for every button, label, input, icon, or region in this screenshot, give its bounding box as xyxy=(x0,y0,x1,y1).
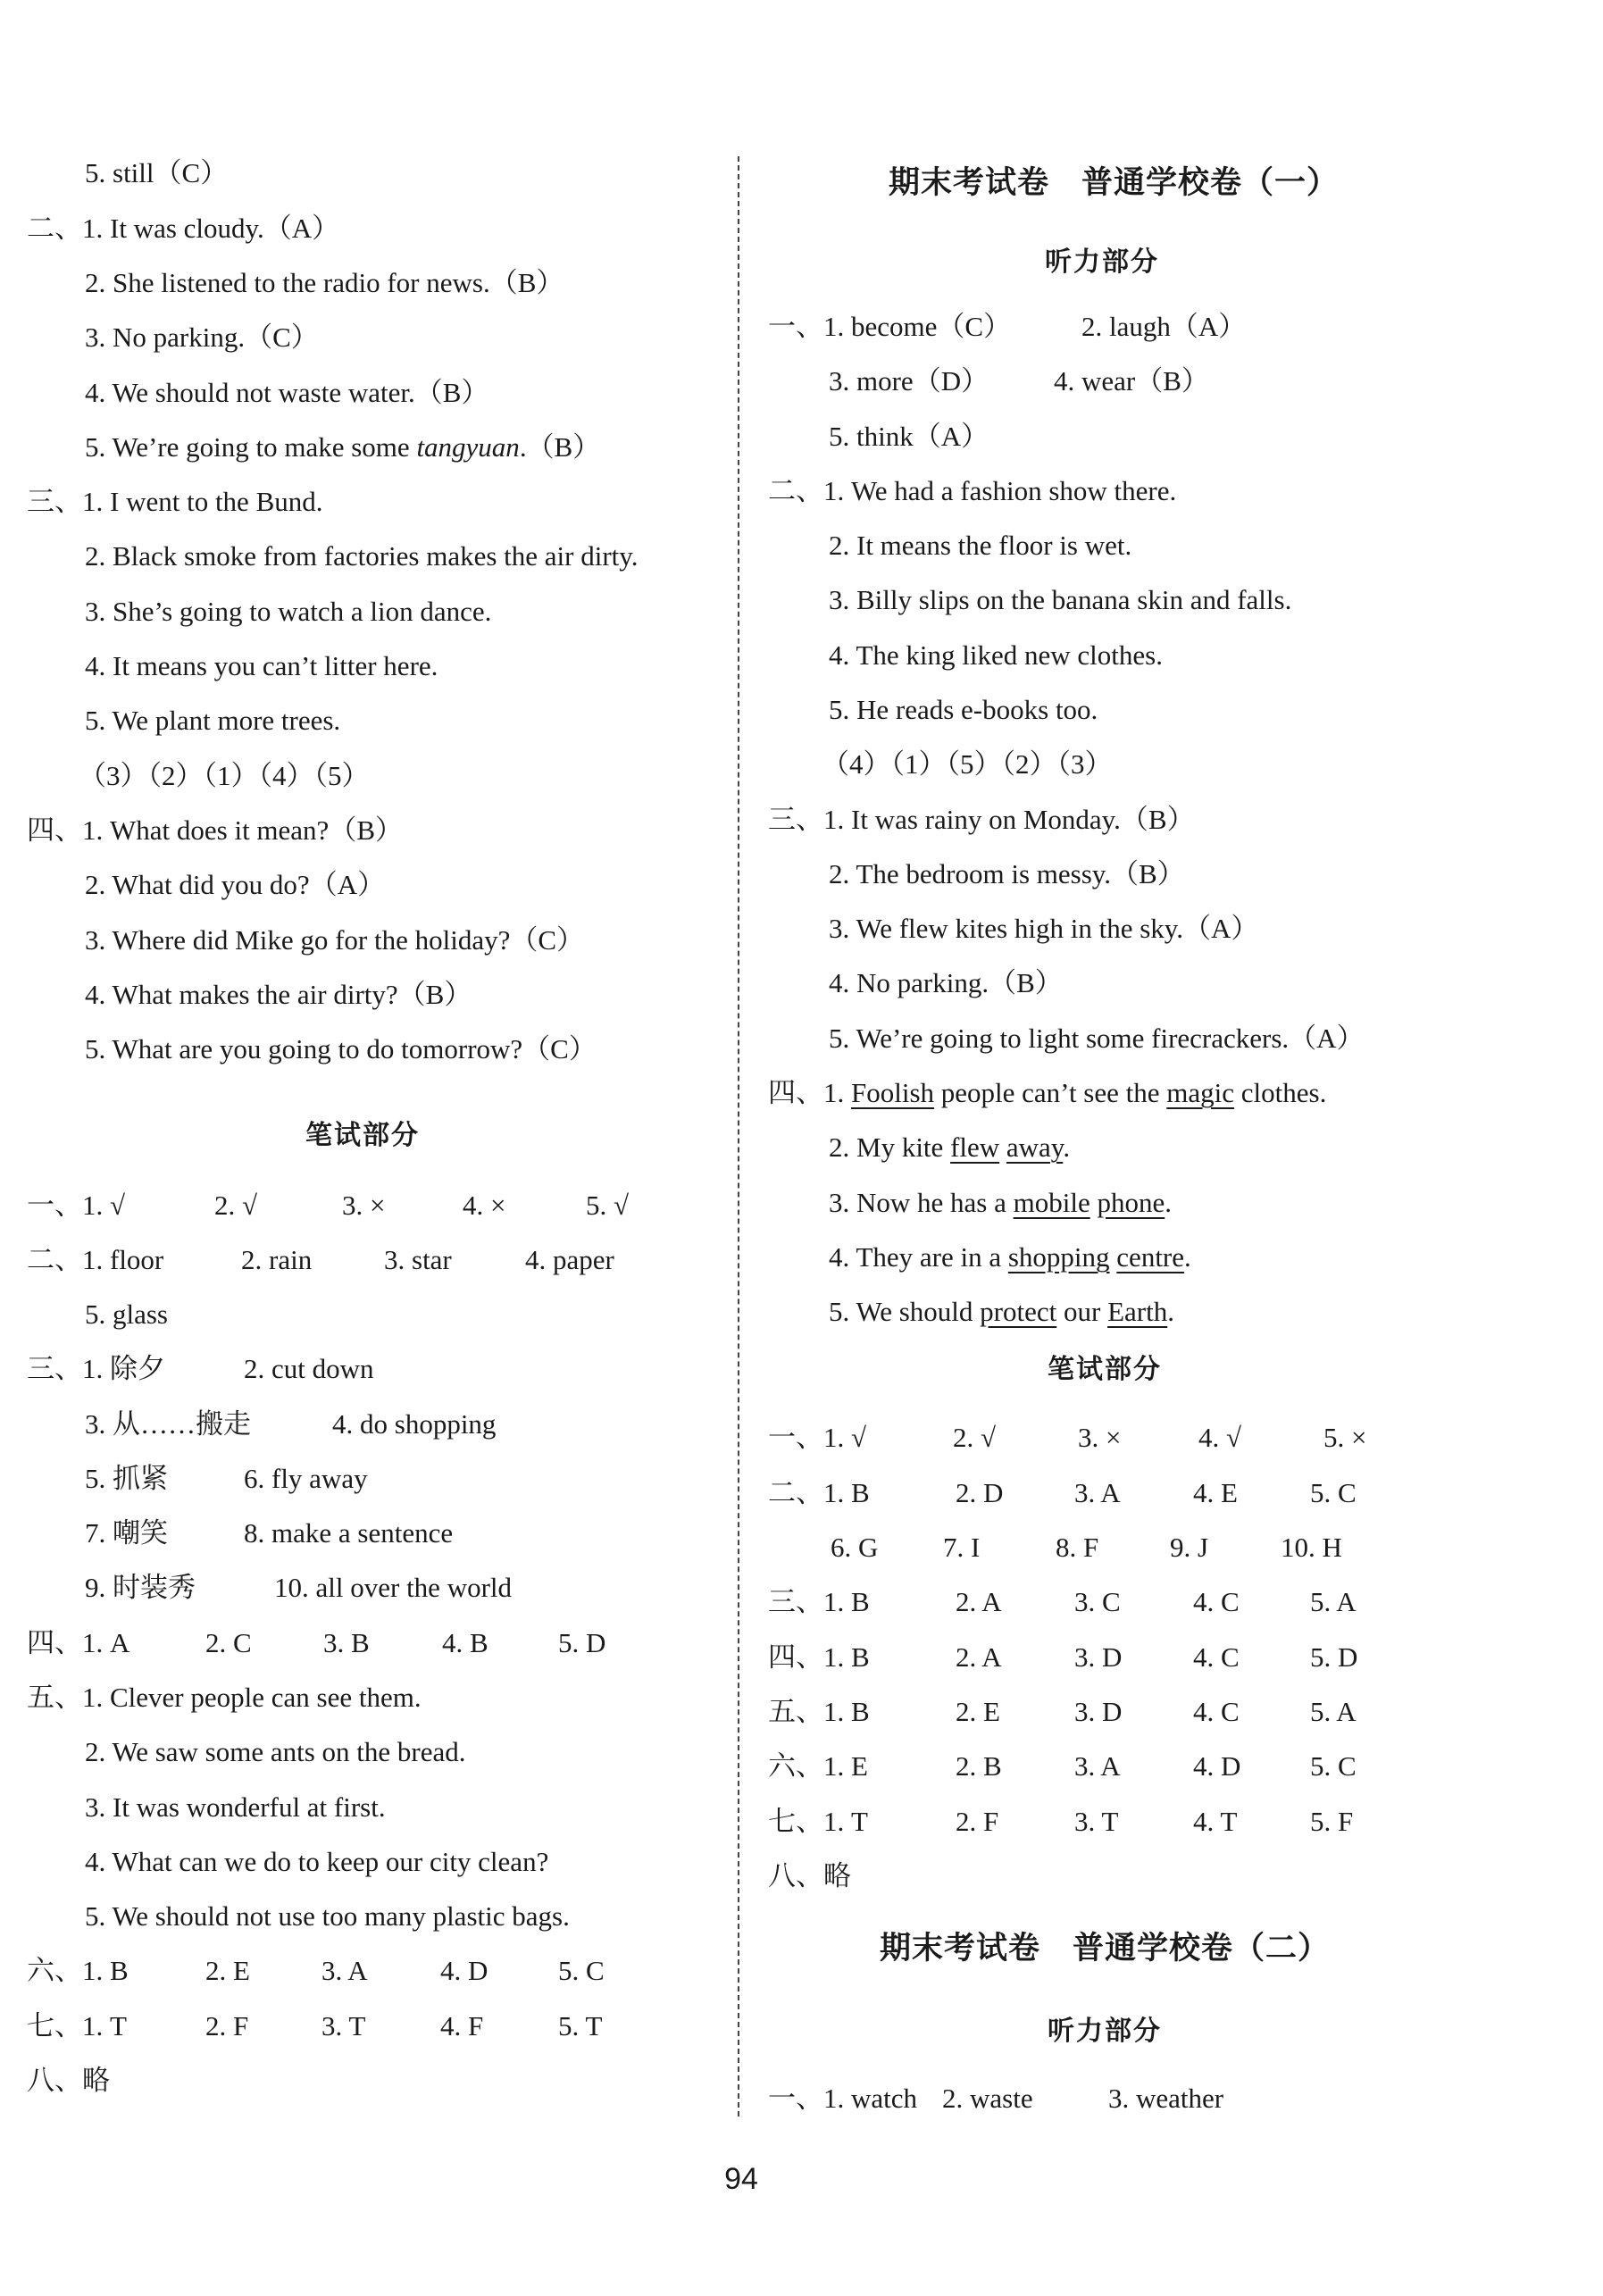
answer-line: 3. Where did Mike go for the holiday?（C） xyxy=(85,924,585,956)
underlined-word: flew xyxy=(950,1131,1000,1163)
answer-cell: 三、1. 除夕 xyxy=(27,1353,165,1384)
answer-cell: 5. 抓紧 xyxy=(85,1463,168,1494)
answer-cell: 五、1. B xyxy=(768,1696,870,1727)
answer-cell: 六、1. B xyxy=(27,1955,129,1986)
answer-row xyxy=(768,309,1246,345)
answer-line: 3. She’s going to watch a lion dance. xyxy=(85,596,492,627)
answer-row xyxy=(768,1640,1357,1675)
answer-cell: 5. D xyxy=(1310,1641,1358,1673)
answer-cell: 三、1. B xyxy=(768,1586,870,1617)
answer-line: 4. The king liked new clothes. xyxy=(829,639,1163,671)
answer-line: 5. glass xyxy=(85,1298,168,1330)
answer-line: 5. We’re going to light some firecrackers.（A） xyxy=(829,1023,1365,1054)
answer-row xyxy=(768,1475,1357,1511)
page-number: 94 xyxy=(724,2162,758,2196)
answer-row xyxy=(27,1242,614,1278)
answer-cell: 2. waste xyxy=(942,2083,1033,2114)
answer-cell: 8. F xyxy=(1056,1532,1099,1563)
underlined-word: shopping xyxy=(1007,1241,1110,1273)
answer-line: 2. What did you do?（A） xyxy=(85,869,386,900)
answer-cell: 2. A xyxy=(956,1586,1002,1617)
italic-word: tangyuan xyxy=(416,431,520,463)
answer-cell: 3. A xyxy=(1074,1750,1121,1782)
answer-cell: 4. D xyxy=(440,1955,488,1986)
answer-cell: 3. D xyxy=(1074,1641,1123,1673)
answer-cell: 5. D xyxy=(558,1627,606,1658)
answer-row xyxy=(27,2008,602,2044)
answer-cell: 4. √ xyxy=(1198,1422,1242,1453)
answer-cell: 一、1. become（C） xyxy=(768,311,1012,342)
answer-row xyxy=(768,1584,1357,1620)
answer-line xyxy=(829,1294,1174,1330)
answer-cell: 6. G xyxy=(831,1532,879,1563)
answer-cell: 8. make a sentence xyxy=(244,1517,454,1549)
answer-cell: 二、1. B xyxy=(768,1477,870,1508)
answer-line: 5. think（A） xyxy=(829,421,989,452)
paper-title: 期末考试卷 普通学校卷（二） xyxy=(880,1931,1331,1966)
answer-cell: 2. √ xyxy=(214,1190,258,1221)
answer-cell: 一、1. √ xyxy=(27,1190,126,1221)
answer-cell: 9. 时装秀 xyxy=(85,1572,196,1603)
answer-cell: 6. fly away xyxy=(244,1463,368,1494)
answer-cell: 4. T xyxy=(1193,1806,1238,1837)
answer-line: 3. It was wonderful at first. xyxy=(85,1791,386,1823)
answer-cell: 二、1. floor xyxy=(27,1244,164,1275)
answer-cell: 3. C xyxy=(1074,1586,1121,1617)
answer-cell: 一、1. √ xyxy=(768,1422,867,1453)
answer-line: 三、1. I went to the Bund. xyxy=(27,486,323,517)
answer-cell: 4. paper xyxy=(525,1244,614,1275)
underlined-word: mobile xyxy=(1013,1187,1090,1218)
underlined-word: centre xyxy=(1116,1241,1185,1273)
answer-cell: 3. × xyxy=(1078,1422,1122,1453)
answer-line: 4. What can we do to keep our city clean? xyxy=(85,1846,549,1877)
answer-line xyxy=(768,1075,1326,1111)
answer-row xyxy=(768,1804,1353,1840)
answer-cell: 4. F xyxy=(440,2010,484,2041)
answer-cell: 5. A xyxy=(1310,1586,1357,1617)
text-part: people can’t see the xyxy=(934,1077,1167,1108)
answer-cell: 3. A xyxy=(1074,1477,1121,1508)
answer-cell: 七、1. T xyxy=(768,1806,868,1837)
answer-row xyxy=(85,1407,496,1442)
answer-cell: 2. E xyxy=(956,1696,1000,1727)
answer-row xyxy=(27,1351,374,1387)
answer-line xyxy=(85,430,600,465)
answer-line: 4. We should not waste water.（B） xyxy=(85,377,489,408)
text-part: 4. They are in a xyxy=(829,1241,1008,1273)
answer-line: 二、1. We had a fashion show there. xyxy=(768,475,1177,506)
answer-cell: 4. × xyxy=(463,1190,506,1221)
answer-cell: 5. T xyxy=(558,2010,603,2041)
section-heading-listening: 听力部分 xyxy=(1045,246,1159,278)
answer-line: 八、略 xyxy=(27,2065,110,2096)
underlined-word: away xyxy=(1006,1131,1064,1163)
answer-line: 八、略 xyxy=(768,1860,851,1891)
answer-row xyxy=(27,1188,629,1223)
answer-cell: 10. all over the world xyxy=(274,1572,513,1603)
text-part: . xyxy=(1165,1187,1172,1218)
answer-line: 2. She listened to the radio for news.（B） xyxy=(85,267,564,298)
answer-cell: 2. rain xyxy=(241,1244,313,1275)
column-divider xyxy=(738,156,739,2116)
answer-cell: 5. × xyxy=(1323,1422,1367,1453)
answer-cell: 7. I xyxy=(943,1532,981,1563)
answer-line: 4. What makes the air dirty?（B） xyxy=(85,979,472,1010)
answer-cell: 四、1. B xyxy=(768,1641,870,1673)
underlined-word: magic xyxy=(1166,1077,1235,1108)
answer-cell: 5. √ xyxy=(586,1190,630,1221)
answer-cell: 5. C xyxy=(1310,1750,1357,1782)
answer-line: 2. The bedroom is messy.（B） xyxy=(829,858,1185,889)
text-part: 5. We’re going to make some xyxy=(85,431,417,463)
answer-cell: 四、1. A xyxy=(27,1627,130,1658)
answer-cell: 3. A xyxy=(321,1955,368,1986)
answer-cell: 3. more（D） xyxy=(829,365,989,397)
answer-cell: 7. 嘲笑 xyxy=(85,1517,168,1549)
order-line: （3）（2）（1）（4）（5） xyxy=(79,760,370,791)
answer-cell: 2. laugh（A） xyxy=(1081,311,1247,342)
answer-row xyxy=(85,1515,453,1551)
answer-line: 5. We should not use too many plastic bags. xyxy=(85,1900,570,1932)
answer-cell: 2. cut down xyxy=(244,1353,374,1384)
answer-line: 2. It means the floor is wet. xyxy=(829,530,1132,561)
answer-line: 2. Black smoke from factories makes the air dirty. xyxy=(85,540,639,572)
answer-cell: 5. F xyxy=(1310,1806,1354,1837)
section-heading-written: 笔试部分 xyxy=(1048,1354,1162,1385)
answer-cell: 3. D xyxy=(1074,1696,1123,1727)
section-heading-written: 笔试部分 xyxy=(305,1120,420,1151)
underlined-word: Foolish xyxy=(851,1077,935,1108)
answer-cell: 3. T xyxy=(321,2010,366,2041)
text-part: 2. My kite xyxy=(829,1131,951,1163)
text-part xyxy=(999,1131,1006,1163)
answer-line xyxy=(829,1240,1191,1275)
answer-cell: 3. × xyxy=(342,1190,386,1221)
answer-cell: 2. A xyxy=(956,1641,1002,1673)
answer-row xyxy=(27,1953,605,1989)
underlined-word: phone xyxy=(1097,1187,1165,1218)
answer-cell: 5. C xyxy=(1310,1477,1357,1508)
answer-cell: 2. E xyxy=(205,1955,250,1986)
text-part: clothes. xyxy=(1234,1077,1327,1108)
text-part: 3. Now he has a xyxy=(829,1187,1014,1218)
answer-cell: 4. C xyxy=(1193,1696,1240,1727)
answer-line: 5. What are you going to do tomorrow?（C） xyxy=(85,1033,597,1065)
text-part: 四、1. xyxy=(768,1077,851,1108)
answer-line: 4. It means you can’t litter here. xyxy=(85,650,438,681)
answer-line xyxy=(829,1185,1172,1221)
answer-cell: 4. wear（B） xyxy=(1054,365,1209,397)
answer-cell: 2. √ xyxy=(953,1422,997,1453)
answer-cell: 4. B xyxy=(442,1627,488,1658)
answer-cell: 3. 从……搬走 xyxy=(85,1408,251,1440)
answer-cell: 4. do shopping xyxy=(332,1408,497,1440)
answer-cell: 4. C xyxy=(1193,1586,1240,1617)
answer-line: 5. He reads e-books too. xyxy=(829,694,1098,725)
answer-row xyxy=(768,2081,1223,2116)
answer-cell: 2. F xyxy=(205,2010,249,2041)
answer-row xyxy=(27,1625,605,1661)
answer-row xyxy=(831,1530,1342,1565)
underlined-word: protect xyxy=(980,1296,1057,1327)
answer-cell: 3. B xyxy=(323,1627,370,1658)
answer-line xyxy=(829,1130,1070,1165)
answer-line: 3. Billy slips on the banana skin and falls. xyxy=(829,584,1292,615)
answer-row xyxy=(768,1420,1366,1456)
text-part: . xyxy=(1167,1296,1174,1327)
answer-row xyxy=(768,1694,1357,1730)
answer-cell: 3. star xyxy=(384,1244,452,1275)
paper-title: 期末考试卷 普通学校卷（一） xyxy=(889,165,1340,201)
answer-cell: 七、1. T xyxy=(27,2010,127,2041)
answer-line: 三、1. It was rainy on Monday.（B） xyxy=(768,804,1195,835)
answer-cell: 4. E xyxy=(1193,1477,1238,1508)
answer-cell: 2. B xyxy=(956,1750,1002,1782)
text-part: our xyxy=(1056,1296,1108,1327)
answer-cell: 2. C xyxy=(205,1627,252,1658)
answer-cell: 2. D xyxy=(956,1477,1004,1508)
text-part: . xyxy=(1184,1241,1191,1273)
text-part: 5. We should xyxy=(829,1296,981,1327)
answer-line: 四、1. What does it mean?（B） xyxy=(27,814,403,846)
answer-line: 5. We plant more trees. xyxy=(85,705,341,736)
answer-row xyxy=(768,1749,1357,1784)
answer-line: 五、1. Clever people can see them. xyxy=(27,1682,422,1713)
answer-line: 2. We saw some ants on the bread. xyxy=(85,1736,466,1767)
answer-cell: 一、1. watch xyxy=(768,2083,918,2114)
answer-cell: 3. T xyxy=(1074,1806,1119,1837)
section-heading-listening: 听力部分 xyxy=(1048,2016,1162,2047)
answer-cell: 5. C xyxy=(558,1955,605,1986)
text-part: .（B） xyxy=(519,431,601,463)
answer-cell: 2. F xyxy=(956,1806,999,1837)
answer-line: 5. still（C） xyxy=(85,157,229,188)
answer-cell: 10. H xyxy=(1281,1532,1342,1563)
answer-cell: 4. C xyxy=(1193,1641,1240,1673)
answer-cell: 4. D xyxy=(1193,1750,1241,1782)
answer-cell: 5. A xyxy=(1310,1696,1357,1727)
answer-line: 3. No parking.（C） xyxy=(85,321,319,353)
answer-row xyxy=(85,1570,512,1606)
underlined-word: Earth xyxy=(1107,1296,1168,1327)
text-part: . xyxy=(1063,1131,1071,1163)
order-line: （4）（1）（5）（2）（3） xyxy=(822,748,1113,780)
answer-line: 3. We flew kites high in the sky.（A） xyxy=(829,913,1259,944)
answer-cell: 3. weather xyxy=(1108,2083,1224,2114)
answer-line: 4. No parking.（B） xyxy=(829,967,1063,998)
answer-cell: 六、1. E xyxy=(768,1750,868,1782)
answer-line: 二、1. It was cloudy.（A） xyxy=(27,213,340,244)
answer-cell: 9. J xyxy=(1170,1532,1209,1563)
answer-row xyxy=(829,363,1209,399)
answer-row xyxy=(85,1461,368,1497)
